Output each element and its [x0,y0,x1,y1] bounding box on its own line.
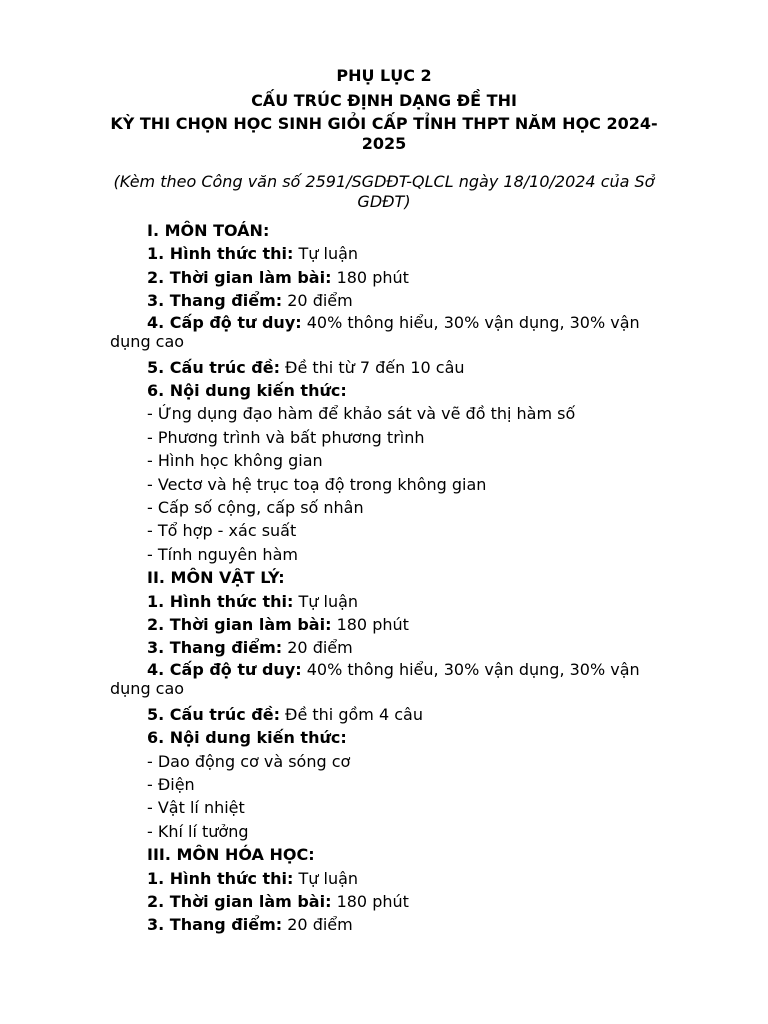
chemistry-format [110,867,670,890]
field-label: 1. Hình thức thi: [147,868,294,888]
exam-title: KỲ THI CHỌN HỌC SINH GIỎI CẤP TỈNH THPT NĂM HỌC 2024-2025 [110,114,658,153]
math-topic: - Ứng dụng đạo hàm để khảo sát và vẽ đồ thị hàm số [147,404,576,424]
field-label: 5. Cấu trúc đề: [147,704,280,724]
chemistry-time [110,890,670,913]
field-label: 2. Thời gian làm bài: [147,267,332,287]
math-format [110,242,670,265]
section-math-title: I. MÔN TOÁN: [147,221,270,240]
field-value: Tự luận [293,868,359,888]
field-label: 4. Cấp độ tư duy: [147,312,302,332]
physics-level [110,660,670,699]
math-scale [110,289,670,312]
chemistry-scale [110,913,670,936]
math-level [110,313,670,352]
field-value: 20 điểm [282,915,353,935]
physics-topic: - Khí lí tưởng [147,821,249,841]
math-topic: - Tính nguyên hàm [147,544,298,564]
field-value: 40% thông hiểu, 30% vận dụng, 30% vận dụng cao [110,312,640,352]
structure-title: CẤU TRÚC ĐỊNH DẠNG ĐỀ THI [251,91,517,110]
math-structure [110,356,670,379]
field-label: 1. Hình thức thi: [147,591,294,611]
field-value: 20 điểm [282,291,353,311]
field-label: 4. Cấp độ tư duy: [147,659,302,679]
field-value: Tự luận [293,591,359,611]
field-label: 5. Cấu trúc đề: [147,357,280,377]
field-label: 3. Thang điểm: [147,915,283,935]
appendix-title: PHỤ LỤC 2 [336,66,432,85]
math-topic: - Tổ hợp - xác suất [147,521,297,541]
math-topic: - Phương trình và bất phương trình [147,427,425,447]
field-label: 2. Thời gian làm bài: [147,891,332,911]
physics-scale [110,636,670,659]
field-label: 3. Thang điểm: [147,291,283,311]
reference-note: (Kèm theo Công văn số 2591/SGDĐT-QLCL ngày 18/10/2024 của Sở GDĐT) [113,172,655,211]
field-label: 1. Hình thức thi: [147,244,294,264]
math-topic: - Vectơ và hệ trục toạ độ trong không gian [147,474,487,494]
field-value: 40% thông hiểu, 30% vận dụng, 30% vận dụng cao [110,659,640,699]
field-value: Tự luận [293,244,359,264]
field-value: 180 phút [331,614,409,634]
field-value: 20 điểm [282,638,353,658]
physics-structure [110,703,670,726]
physics-topic: - Điện [147,774,195,794]
field-value: Đề thi từ 7 đến 10 câu [279,357,465,377]
math-topic: - Cấp số cộng, cấp số nhân [147,497,364,517]
math-topic: - Hình học không gian [147,451,323,471]
physics-format [110,590,670,613]
field-label: 2. Thời gian làm bài: [147,614,332,634]
math-content-label: 6. Nội dung kiến thức: [147,380,347,400]
section-physics-title: II. MÔN VẬT LÝ: [147,568,285,588]
section-chemistry-title: III. MÔN HÓA HỌC: [147,845,315,865]
physics-topic: - Vật lí nhiệt [147,798,245,818]
field-value: Đề thi gồm 4 câu [279,704,423,724]
physics-content-label: 6. Nội dung kiến thức: [147,728,347,748]
document-body [110,219,670,937]
math-time [110,266,670,289]
field-value: 180 phút [331,267,409,287]
physics-time [110,613,670,636]
field-value: 180 phút [331,891,409,911]
physics-topic: - Dao động cơ và sóng cơ [147,751,351,771]
field-label: 3. Thang điểm: [147,638,283,658]
